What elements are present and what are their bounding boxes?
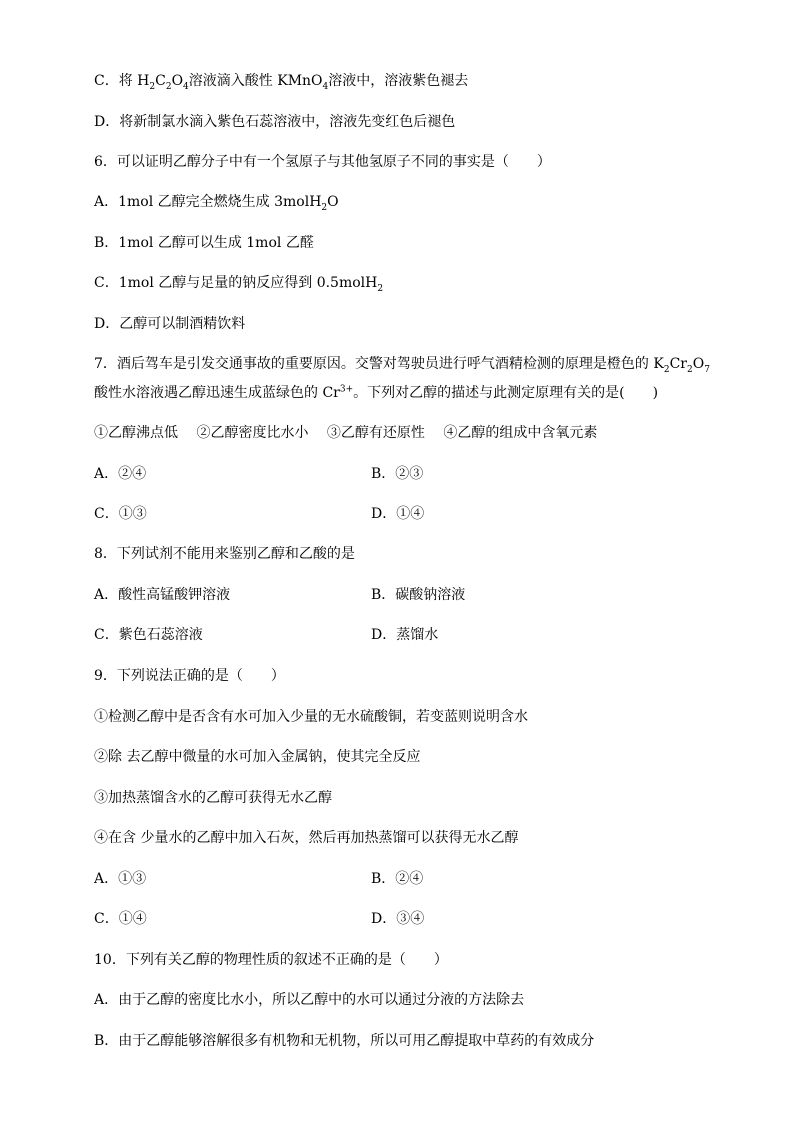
q10-option-a: A．由于乙醇的密度比水小，所以乙醇中的水可以通过分液的方法除去 (94, 992, 525, 1008)
q6-option-a: A．1mol 乙醇完全燃烧生成 3molH$_2$O (94, 194, 339, 213)
q6-option-c: C．1mol 乙醇与足量的钠反应得到 0.5molH$_2$ (94, 275, 384, 294)
q7-option-c: C．①③ (94, 506, 147, 522)
q7-option-d: D．①④ (371, 506, 425, 522)
q8-option-c: C．紫色石蕊溶液 (94, 627, 203, 643)
q9-statement-1: ①检测乙醇中是否含有水可加入少量的无水硫酸铜，若变蓝则说明含水 (94, 709, 528, 725)
q8-option-a: A．酸性高锰酸钾溶液 (94, 587, 231, 603)
q9-statement-4: ④在含 少量水的乙醇中加入石灰，然后再加热蒸馏可以获得无水乙醇 (94, 830, 519, 846)
q9-stem: 9．下列说法正确的是（ ） (94, 668, 285, 684)
q7-option-a: A．②④ (94, 466, 147, 482)
q9-statement-3: ③加热蒸馏含水的乙醇可获得无水乙醇 (94, 790, 332, 806)
q6-stem: 6．可以证明乙醇分子中有一个氢原子与其他氢原子不同的事实是（ ） (94, 154, 551, 170)
q8-stem: 8．下列试剂不能用来鉴别乙醇和乙酸的是 (94, 546, 355, 562)
q9-option-c: C．①④ (94, 911, 147, 927)
q9-statement-2: ②除 去乙醇中微量的水可加入金属钠，使其完全反应 (94, 749, 421, 765)
q7-stem-line1: 7．酒后驾车是引发交通事故的重要原因。交警对驾驶员进行呼气酒精检测的原理是橙色的 $K_2Cr_2O_7$ (94, 356, 710, 375)
q9-option-d: D．③④ (371, 911, 425, 927)
q6-option-d: D．乙醇可以制酒精饮料 (94, 316, 246, 332)
q5-option-d: D．将新制氯水滴入紫色石蕊溶液中，溶液先变红色后褪色 (94, 114, 456, 130)
q6-option-b: B．1mol 乙醇可以生成 1mol 乙醛 (94, 235, 314, 251)
q9-option-a: A．①③ (94, 871, 147, 887)
q8-option-b: B．碳酸钠溶液 (371, 587, 466, 603)
q7-statements: ①乙醇沸点低 ②乙醇密度比水小 ③乙醇有还原性 ④乙醇的组成中含氧元素 (94, 425, 598, 441)
q7-option-b: B．②③ (371, 466, 424, 482)
q9-option-b: B．②④ (371, 871, 424, 887)
q10-stem: 10．下列有关乙醇的物理性质的叙述不正确的是（ ） (94, 952, 448, 968)
q10-option-b: B．由于乙醇能够溶解很多有机物和无机物，所以可用乙醇提取中草药的有效成分 (94, 1033, 595, 1049)
q7-stem-line2: 酸性水溶液遇乙醇迅速生成蓝绿色的 $Cr^{3+}$。下列对乙醇的描述与此测定原理有关的是( ) (94, 384, 659, 401)
q5-option-c: C．将 $H_2C_2O_4$溶液滴入酸性 KMnO$_4$溶液中，溶液紫色褪去 (94, 73, 469, 92)
q8-option-d: D．蒸馏水 (371, 627, 439, 643)
